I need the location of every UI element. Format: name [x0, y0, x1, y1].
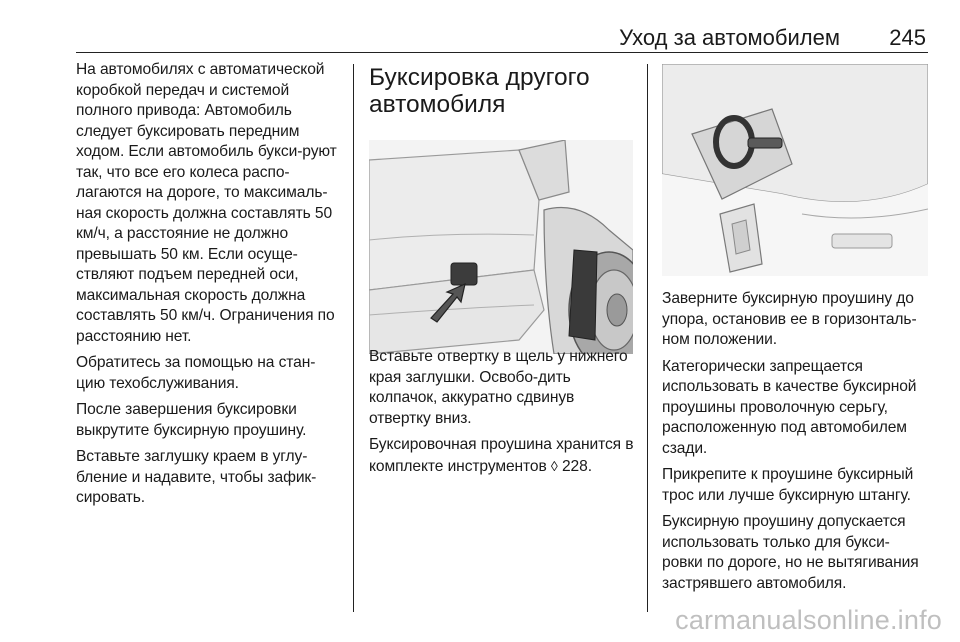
page-number: 245 [889, 25, 926, 50]
header-rule [76, 52, 928, 53]
xref-arrow-icon: ◊ [550, 457, 558, 474]
paragraph-attach-rope: Прикрепите к проушине буксирный трос или лучше буксирную штангу. [662, 466, 914, 504]
paragraph-service-station: Обратитесь за помощью на стан-цию техобслуживания. [76, 354, 316, 392]
section-title: Буксировка другого автомобиля [369, 64, 590, 118]
paragraph-awd-towing: На автомобилях с автоматической коробкой передач и системой полного привода: Автомобиль следует буксировать передним ходом. Если автомобиль букси-руют так, что все его колеса распо-лагаются на дороге, то максималь-ная скорость должна составлять 50 км/ч, а расстояние не должно превышать 50 км. Если осуще-ствляют подъем передней оси, максимальная скорость должна составлять 50 км/ч. Ограничения по расстоянию нет. [76, 61, 337, 345]
chapter-title: Уход за автомобилем [619, 25, 840, 50]
column-2-text [369, 347, 637, 483]
xref-page-link[interactable]: 228. [561, 457, 592, 475]
column-2 [369, 60, 634, 620]
paragraph-insert-cap: Вставьте заглушку краем в углу-бление и надавите, чтобы зафик-сировать. [76, 448, 317, 506]
column-divider-2 [647, 64, 648, 612]
paragraph-screw-in-eye: Заверните буксирную проушину до упора, остановив ее в горизонталь-ном положении. [662, 290, 917, 348]
rear-bumper-illustration [369, 140, 633, 354]
column-divider-1 [353, 64, 354, 612]
paragraph-prohibited-wire: Категорически запрещается использовать в качестве буксирной проушины проволочную серьгу, расположенную под автомобилем сзади. [662, 357, 917, 457]
paragraph-screwdriver: Вставьте отвертку в щель у нижнего края заглушки. Освобо-дить колпачок, аккуратно сдвинув отвертку вниз. [369, 348, 628, 427]
column-3-text [662, 289, 930, 600]
paragraph-road-only: Буксирную проушину допускается использовать только для букси-ровки по дороге, но не вытягивания застрявшего автомобиля. [662, 513, 919, 592]
rear-bumper-cap-image [369, 140, 633, 354]
column-1 [76, 60, 344, 515]
paragraph-unscrew-eye: После завершения буксировки выкрутите буксирную проушину. [76, 401, 307, 439]
paragraph-tow-eye-storage [369, 435, 637, 477]
page-header [76, 26, 926, 50]
xref-text: Буксировочная проушина хранится в комплекте инструментов [369, 436, 634, 475]
watermark-text: carmanualsonline.info [675, 605, 942, 635]
column-3 [662, 60, 930, 620]
